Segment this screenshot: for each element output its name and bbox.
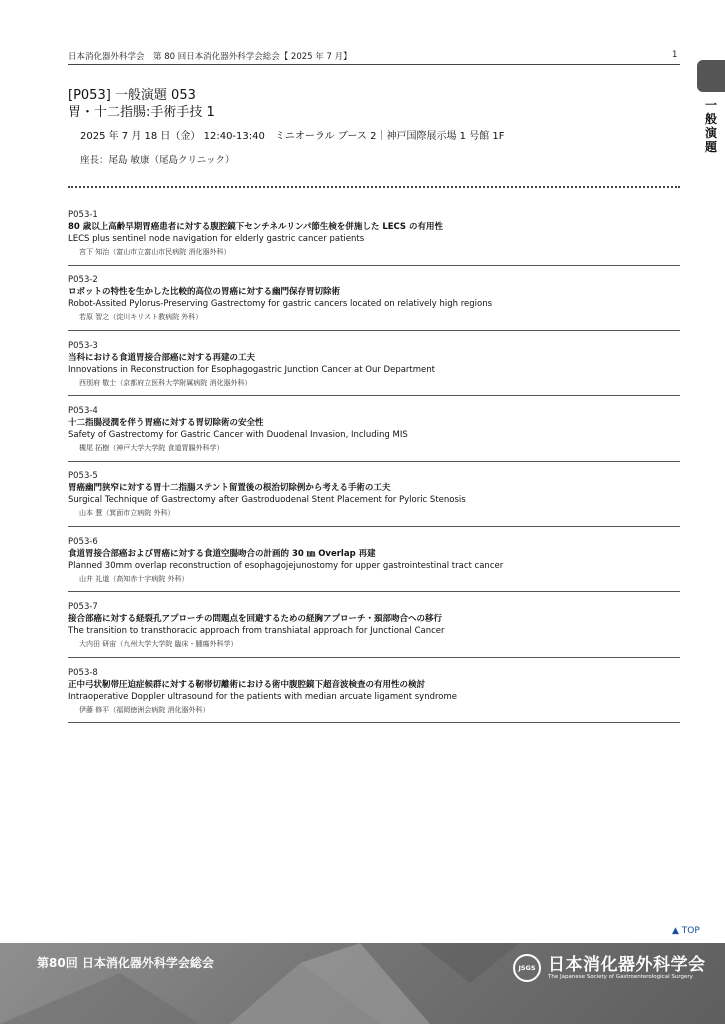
society-emblem-icon — [513, 954, 541, 982]
abstract-divider — [68, 591, 680, 592]
abstract-code: P053-6 — [68, 537, 98, 547]
header-divider — [68, 64, 680, 65]
abstract-code: P053-4 — [68, 406, 98, 416]
abstract-author: 槻尾 拓樹（神戸大学大学院 食道胃腸外科学） — [79, 444, 224, 452]
abstract-author: 西別府 敬士（京都府立医科大学附属病院 消化器外科） — [79, 379, 252, 387]
abstract-title-en[interactable]: Robot-Assited Pylorus-Preserving Gastrectomy for gastric cancers located on relatively high regions — [68, 299, 493, 309]
abstract-title-en[interactable]: Surgical Technique of Gastrectomy after Gastroduodenal Stent Placement for Pyloric Stenosis — [68, 495, 466, 505]
footer-congress-name: 第80回 日本消化器外科学会総会 — [37, 956, 214, 970]
abstract-author: 若原 智之（淀川キリスト教病院 外科） — [79, 313, 203, 321]
dotted-divider — [68, 186, 680, 188]
abstract-title-jp[interactable]: 十二指腸浸潤を伴う胃癌に対する胃切除術の安全性 — [68, 418, 264, 428]
side-tab-label: 一般演題 — [705, 98, 718, 154]
abstract-code: P053-8 — [68, 668, 98, 678]
abstract-code: P053-3 — [68, 341, 98, 351]
abstract-divider — [68, 657, 680, 658]
session-chair: 座長：尾島 敏康（尾島クリニック） — [80, 155, 235, 166]
abstract-code: P053-5 — [68, 471, 98, 481]
abstract-title-jp[interactable]: 当科における食道胃接合部癌に対する再建の工夫 — [68, 353, 256, 363]
abstract-title-en[interactable]: Innovations in Reconstruction for Esophagogastric Junction Cancer at Our Department — [68, 365, 435, 375]
footer-org-name-en: The Japanese Society of Gastroenterological Surgery — [548, 974, 693, 980]
abstract-item — [68, 471, 680, 520]
header-text: 日本消化器外科学会 第 80 回日本消化器外科学会総会【 2025 年 7 月】 — [68, 52, 352, 62]
footer-banner — [0, 943, 725, 1024]
page-number: 1 — [672, 50, 678, 60]
abstract-item — [68, 537, 680, 586]
abstract-divider — [68, 395, 680, 396]
abstract-divider — [68, 330, 680, 331]
abstract-item — [68, 406, 680, 455]
abstract-author: 宮下 知治（富山市立富山市民病院 消化器外科） — [79, 248, 231, 256]
abstract-title-en[interactable]: The transition to transthoracic approach from transhiatal approach for Junctional Cancer — [68, 626, 445, 636]
abstract-title-jp[interactable]: 80 歳以上高齢早期胃癌患者に対する腹腔鏡下センチネルリンパ節生検を併施した LECS の有用性 — [68, 222, 444, 232]
abstract-title-jp[interactable]: 正中弓状靭帯圧迫症候群に対する靭帯切離術における術中腹腔鏡下超音波検査の有用性の検討 — [68, 680, 426, 690]
abstract-item — [68, 341, 680, 390]
abstract-item — [68, 210, 680, 259]
abstract-divider — [68, 461, 680, 462]
session-info: 2025 年 7 月 18 日（金） 12:40-13:40 ミニオーラル ブース 2｜神戸国際展示場 1 号館 1F — [80, 131, 505, 142]
abstract-code: P053-7 — [68, 602, 98, 612]
abstract-author: 大内田 研宙（九州大学大学院 臨床・腫瘍外科学） — [79, 640, 238, 648]
abstract-title-en[interactable]: Intraoperative Doppler ultrasound for the patients with median arcuate ligament syndrome — [68, 692, 458, 702]
abstract-title-jp[interactable]: 食道胃接合部癌および胃癌に対する食道空腸吻合の計画的 30 ㎜ Overlap 再建 — [68, 549, 376, 559]
abstract-title-en[interactable]: Safety of Gastrectomy for Gastric Cancer with Duodenal Invasion, Including MIS — [68, 430, 408, 440]
abstract-title-jp[interactable]: 胃癌幽門狭窄に対する胃十二指腸ステント留置後の根治切除例から考える手術の工夫 — [68, 483, 391, 493]
top-link[interactable]: ▲ TOP — [672, 926, 700, 936]
footer-org-name: 日本消化器外科学会 — [548, 955, 706, 975]
abstract-author: 伊藤 修平（福岡徳洲会病院 消化器外科） — [79, 706, 210, 714]
abstract-title-jp[interactable]: 接合部癌に対する経裂孔アプローチの問題点を回避するための経胸アプローチ・頚部吻合への移行 — [68, 614, 443, 624]
abstract-code: P053-2 — [68, 275, 98, 285]
abstract-divider — [68, 722, 680, 723]
side-tab — [697, 60, 725, 92]
abstract-divider — [68, 526, 680, 527]
abstract-code: P053-1 — [68, 210, 98, 220]
session-code: [P053] 一般演題 053 — [68, 88, 196, 103]
abstract-item — [68, 668, 680, 717]
abstract-item — [68, 602, 680, 651]
session-title: 胃・十二指腸:手術手技 1 — [68, 105, 215, 120]
abstract-item — [68, 275, 680, 324]
emblem-text: JSGS — [518, 964, 536, 972]
abstract-title-en[interactable]: LECS plus sentinel node navigation for elderly gastric cancer patients — [68, 234, 365, 244]
abstract-author: 山本 慧（箕面市立病院 外科） — [79, 509, 175, 517]
abstract-title-en[interactable]: Planned 30mm overlap reconstruction of esophagojejunostomy for upper gastrointestinal tract cancer — [68, 561, 504, 571]
abstract-divider — [68, 265, 680, 266]
abstract-title-jp[interactable]: ロボットの特性を生かした比較的高位の胃癌に対する幽門保存胃切除術 — [68, 287, 341, 297]
abstract-author: 山井 礼道（高知赤十字病院 外科） — [79, 575, 189, 583]
